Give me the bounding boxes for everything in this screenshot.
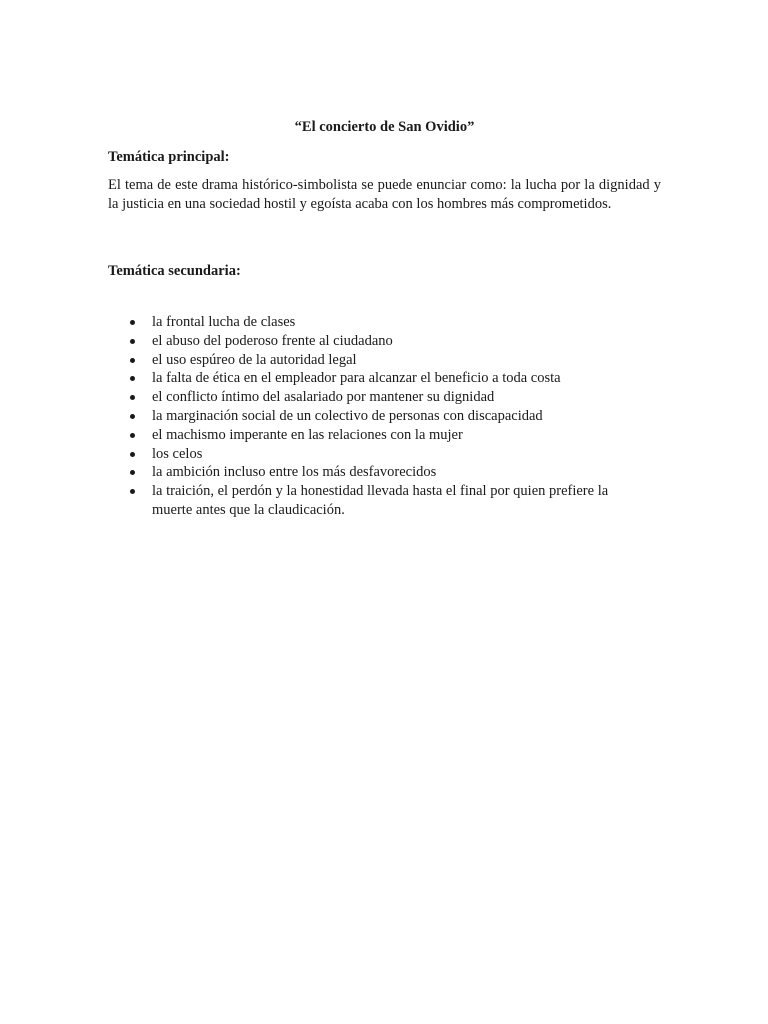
list-item-text: el machismo imperante en las relaciones con la mujer: [152, 426, 463, 443]
principal-paragraph: El tema de este drama histórico-simbolista se puede enunciar como: la lucha por la dignidad y la justicia en una sociedad hostil y egoísta acaba con los hombres más comprometidos.: [108, 177, 661, 212]
list-item: [108, 313, 661, 332]
bullet-icon: [130, 433, 135, 438]
bullet-icon: [130, 395, 135, 400]
list-item: [108, 426, 661, 445]
list-item: [108, 407, 661, 426]
principal-heading: Temática principal:: [108, 149, 230, 165]
list-item: [108, 351, 661, 370]
bullet-icon: [130, 339, 135, 344]
list-item: [108, 369, 661, 388]
list-item-text: la ambición incluso entre los más desfavorecidos: [152, 464, 437, 481]
list-item-text: los celos: [152, 445, 203, 462]
list-item-text: el conflicto íntimo del asalariado por mantener su dignidad: [152, 389, 495, 406]
list-item: [108, 482, 661, 520]
bullet-icon: [130, 489, 135, 494]
bullet-icon: [130, 470, 135, 475]
list-item-text: la traición, el perdón y la honestidad llevada hasta el final por quien prefiere la muerte antes que la claudicación.: [152, 483, 609, 518]
list-item-text: la falta de ética en el empleador para alcanzar el beneficio a toda costa: [152, 370, 561, 387]
list-item: [108, 463, 661, 482]
document-title: “El concierto de San Ovidio”: [294, 119, 475, 135]
secundaria-list: [108, 313, 661, 520]
bullet-icon: [130, 320, 135, 325]
list-item-text: el abuso del poderoso frente al ciudadano: [152, 332, 393, 349]
secundaria-heading: Temática secundaria:: [108, 263, 241, 279]
list-item-text: el uso espúreo de la autoridad legal: [152, 351, 357, 368]
bullet-icon: [130, 414, 135, 419]
bullet-icon: [130, 376, 135, 381]
list-item-text: la marginación social de un colectivo de personas con discapacidad: [152, 407, 543, 424]
list-item-text: la frontal lucha de clases: [152, 314, 296, 330]
list-item: [108, 388, 661, 407]
bullet-icon: [130, 358, 135, 363]
list-item: [108, 332, 661, 351]
bullet-icon: [130, 452, 135, 457]
list-item: [108, 445, 661, 464]
